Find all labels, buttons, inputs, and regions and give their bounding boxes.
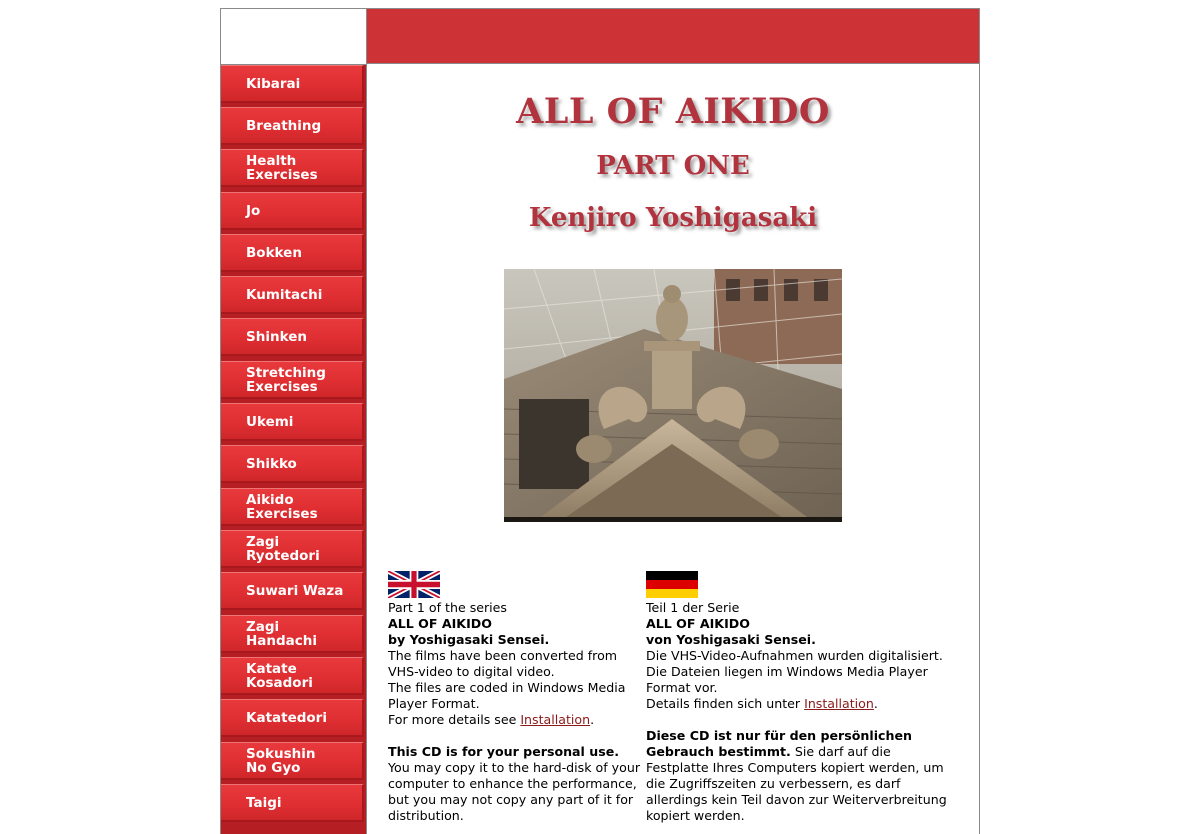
sidebar-item-katatedori[interactable]: Katatedori — [221, 699, 364, 737]
sidebar-item-aikido-exercises[interactable]: Aikido Exercises — [221, 488, 364, 526]
rooftop-statue-photo — [504, 269, 842, 522]
usage-notice-bold-de: Diese CD ist nur für den persönlichen Gebrauch bestimmt. — [646, 728, 912, 759]
installation-link-de[interactable]: Installation — [804, 696, 874, 711]
sidebar-item-taigi[interactable]: Taigi — [221, 784, 364, 822]
author-name: Kenjiro Yoshigasaki — [528, 203, 818, 233]
sidebar-item-kibarai[interactable]: Kibarai — [221, 65, 364, 103]
sidebar-item-breathing[interactable]: Breathing — [221, 107, 364, 145]
details-suffix: . — [590, 712, 595, 727]
details-prefix-de: Details finden sich unter — [646, 696, 805, 711]
sidebar-item-zagi-ryotedori[interactable]: Zagi Ryotedori — [221, 530, 364, 568]
usage-notice-bold: This CD is for your personal use. — [388, 744, 620, 759]
page-title: ALL OF AIKIDO — [516, 91, 830, 132]
details-line — [388, 712, 643, 728]
sidebar-item-ukemi[interactable]: Ukemi — [221, 403, 364, 441]
sidebar-item-shinken[interactable]: Shinken — [221, 318, 364, 356]
conversion-note: The films have been converted from VHS-video to digital video. — [388, 648, 618, 679]
sidebar-item-health-exercises[interactable]: Health Exercises — [221, 149, 364, 187]
usage-notice-text-de: Sie darf auf die Festplatte Ihres Computers kopiert werden, um die Zugriffszeiten zu verbessern, es darf allerdings kein Teil davon zur Weiterverbreitung kopiert werden. — [646, 744, 947, 823]
details-suffix-de: . — [873, 696, 878, 711]
sidebar-item-sokushin-no-gyo[interactable]: Sokushin No Gyo — [221, 742, 364, 780]
sidebar-item-shikko[interactable]: Shikko — [221, 445, 364, 483]
series-name-de: ALL OF AIKIDO — [646, 616, 750, 631]
series-intro-de: Teil 1 der Serie — [646, 600, 740, 615]
details-prefix: For more details see — [388, 712, 521, 727]
german-flag-icon[interactable] — [646, 571, 698, 598]
header-banner — [367, 9, 979, 64]
german-column — [646, 571, 956, 824]
series-author-de: von Yoshigasaki Sensei. — [646, 632, 816, 647]
page-subtitle: PART ONE — [596, 151, 750, 181]
sidebar-item-suwari-waza[interactable]: Suwari Waza — [221, 572, 364, 610]
sidebar-item-bokken[interactable]: Bokken — [221, 234, 364, 272]
sidebar-item-kumitachi[interactable]: Kumitachi — [221, 276, 364, 314]
details-line-de — [646, 696, 956, 712]
sidebar-item-jo[interactable]: Jo — [221, 192, 364, 230]
sidebar-item-katate-kosadori[interactable]: Katate Kosadori — [221, 657, 364, 695]
english-column — [388, 571, 643, 824]
uk-flag-icon[interactable] — [388, 571, 440, 598]
main-content — [367, 65, 979, 834]
conversion-note-de: Die VHS-Video-Aufnahmen wurden digitalisiert. — [646, 648, 943, 663]
logo-cell — [221, 9, 367, 65]
sidebar-item-stretching-exercises[interactable]: Stretching Exercises — [221, 361, 364, 399]
format-note-de: Die Dateien liegen im Windows Media Player Format vor. — [646, 664, 928, 695]
usage-notice-de — [646, 728, 956, 824]
format-note: The files are coded in Windows Media Player Format. — [388, 680, 626, 711]
series-name: ALL OF AIKIDO — [388, 616, 492, 631]
page-frame — [220, 8, 980, 834]
usage-notice — [388, 744, 643, 824]
series-author: by Yoshigasaki Sensei. — [388, 632, 550, 647]
sidebar-item-zagi-handachi[interactable]: Zagi Handachi — [221, 615, 364, 653]
usage-notice-text: You may copy it to the hard-disk of your computer to enhance the performance, but you may not copy any part of it for distribution. — [388, 760, 640, 823]
sidebar-nav — [221, 65, 367, 834]
installation-link-en[interactable]: Installation — [520, 712, 591, 727]
series-intro: Part 1 of the series — [388, 600, 507, 615]
